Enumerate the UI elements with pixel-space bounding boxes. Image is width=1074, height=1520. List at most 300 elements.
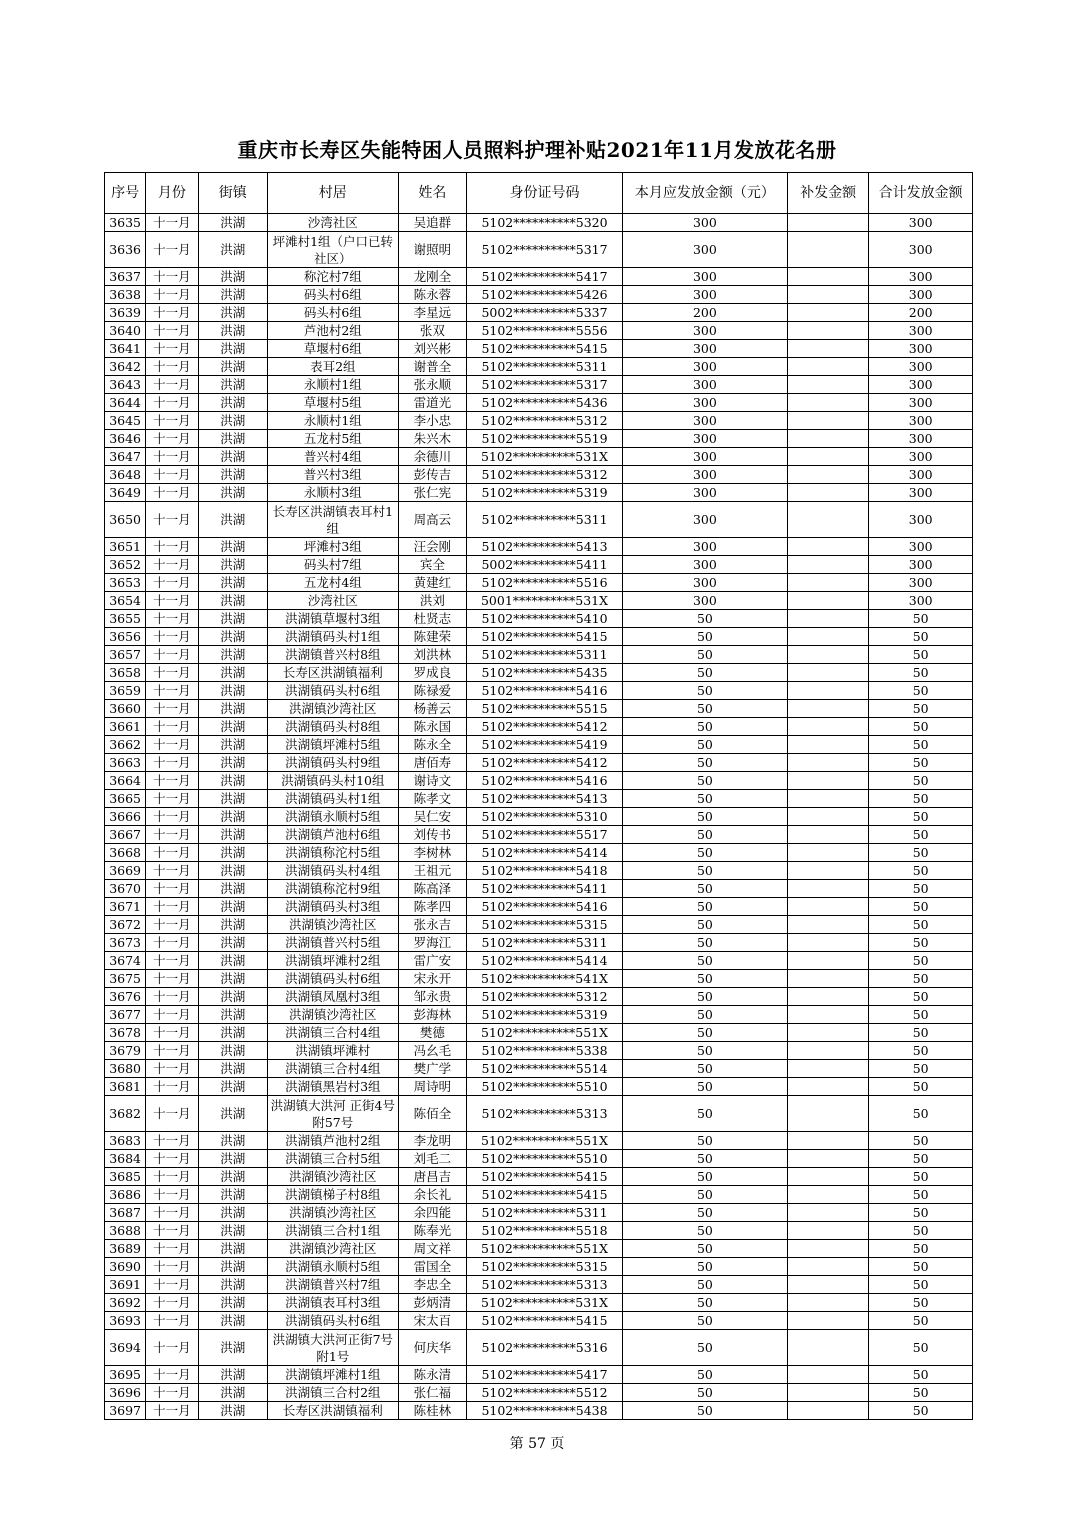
- table-row: [105, 934, 973, 952]
- cell-amount-due: 50: [622, 826, 787, 844]
- cell-total: 50: [869, 1042, 973, 1060]
- cell-month: 十一月: [146, 1168, 198, 1186]
- cell-name: 张永吉: [398, 916, 466, 934]
- cell-total: 300: [869, 340, 973, 358]
- cell-village: 洪湖镇普兴村5组: [267, 934, 398, 952]
- cell-total: 50: [869, 754, 973, 772]
- cell-id-number: 5102**********5518: [467, 1222, 623, 1240]
- cell-village: 草堰村6组: [267, 340, 398, 358]
- cell-index: 3636: [105, 232, 146, 268]
- cell-amount-due: 300: [622, 232, 787, 268]
- cell-village: 洪湖镇沙湾社区: [267, 1006, 398, 1024]
- cell-id-number: 5102**********5310: [467, 808, 623, 826]
- cell-total: 50: [869, 844, 973, 862]
- cell-id-number: 5102**********5311: [467, 502, 623, 538]
- table-row: [105, 268, 973, 286]
- cell-supplement: [787, 1222, 868, 1240]
- cell-month: 十一月: [146, 1204, 198, 1222]
- col-header-month: 月份: [146, 173, 198, 214]
- cell-index: 3662: [105, 736, 146, 754]
- cell-name: 陈永蓉: [398, 286, 466, 304]
- cell-supplement: [787, 1258, 868, 1276]
- cell-amount-due: 50: [622, 1240, 787, 1258]
- cell-index: 3684: [105, 1150, 146, 1168]
- cell-month: 十一月: [146, 844, 198, 862]
- cell-village: 洪湖镇坪滩村: [267, 1042, 398, 1060]
- cell-id-number: 5102**********5516: [467, 574, 623, 592]
- cell-month: 十一月: [146, 1024, 198, 1042]
- cell-month: 十一月: [146, 1096, 198, 1132]
- cell-amount-due: 300: [622, 556, 787, 574]
- cell-name: 张仁福: [398, 1384, 466, 1402]
- cell-amount-due: 50: [622, 1204, 787, 1222]
- cell-village: 洪湖镇三合村4组: [267, 1024, 398, 1042]
- cell-index: 3671: [105, 898, 146, 916]
- cell-total: 50: [869, 646, 973, 664]
- cell-id-number: 5102**********5510: [467, 1150, 623, 1168]
- table-row: [105, 430, 973, 448]
- cell-town: 洪湖: [198, 286, 267, 304]
- cell-supplement: [787, 664, 868, 682]
- cell-index: 3640: [105, 322, 146, 340]
- cell-town: 洪湖: [198, 646, 267, 664]
- cell-index: 3697: [105, 1402, 146, 1420]
- cell-id-number: 5102**********5415: [467, 1312, 623, 1330]
- table-row: [105, 1096, 973, 1132]
- cell-month: 十一月: [146, 1078, 198, 1096]
- cell-id-number: 5102**********5416: [467, 772, 623, 790]
- cell-supplement: [787, 790, 868, 808]
- cell-index: 3691: [105, 1276, 146, 1294]
- cell-town: 洪湖: [198, 304, 267, 322]
- cell-village: 洪湖镇永顺村5组: [267, 1258, 398, 1276]
- cell-index: 3646: [105, 430, 146, 448]
- cell-index: 3664: [105, 772, 146, 790]
- cell-total: 50: [869, 610, 973, 628]
- cell-town: 洪湖: [198, 790, 267, 808]
- cell-total: 50: [869, 1132, 973, 1150]
- cell-amount-due: 300: [622, 592, 787, 610]
- cell-town: 洪湖: [198, 772, 267, 790]
- cell-village: 洪湖镇码头村6组: [267, 1312, 398, 1330]
- table-row: [105, 682, 973, 700]
- cell-index: 3695: [105, 1366, 146, 1384]
- cell-month: 十一月: [146, 1222, 198, 1240]
- cell-amount-due: 50: [622, 718, 787, 736]
- cell-supplement: [787, 1060, 868, 1078]
- cell-month: 十一月: [146, 1294, 198, 1312]
- cell-name: 唐昌吉: [398, 1168, 466, 1186]
- cell-name: 张仁宪: [398, 484, 466, 502]
- cell-town: 洪湖: [198, 412, 267, 430]
- cell-total: 300: [869, 538, 973, 556]
- roster-body: [105, 214, 973, 1420]
- cell-name: 杜贤志: [398, 610, 466, 628]
- cell-amount-due: 50: [622, 1276, 787, 1294]
- cell-supplement: [787, 1078, 868, 1096]
- col-header-village: 村居: [267, 173, 398, 214]
- cell-amount-due: 300: [622, 268, 787, 286]
- cell-index: 3648: [105, 466, 146, 484]
- cell-amount-due: 50: [622, 970, 787, 988]
- cell-supplement: [787, 502, 868, 538]
- cell-month: 十一月: [146, 628, 198, 646]
- cell-village: 洪湖镇码头村4组: [267, 862, 398, 880]
- cell-id-number: 5102**********5317: [467, 376, 623, 394]
- cell-name: 雷国全: [398, 1258, 466, 1276]
- cell-village: 沙湾社区: [267, 592, 398, 610]
- cell-village: 芦池村2组: [267, 322, 398, 340]
- cell-supplement: [787, 484, 868, 502]
- cell-index: 3690: [105, 1258, 146, 1276]
- cell-id-number: 5102**********5414: [467, 844, 623, 862]
- cell-name: 李星远: [398, 304, 466, 322]
- cell-month: 十一月: [146, 934, 198, 952]
- header-row: [105, 173, 973, 214]
- cell-index: 3677: [105, 1006, 146, 1024]
- cell-town: 洪湖: [198, 916, 267, 934]
- table-row: [105, 1402, 973, 1420]
- cell-village: 洪湖镇沙湾社区: [267, 1240, 398, 1258]
- cell-name: 周高云: [398, 502, 466, 538]
- cell-month: 十一月: [146, 556, 198, 574]
- cell-name: 唐佰寿: [398, 754, 466, 772]
- cell-town: 洪湖: [198, 1240, 267, 1258]
- cell-index: 3635: [105, 214, 146, 232]
- cell-name: 刘传书: [398, 826, 466, 844]
- cell-town: 洪湖: [198, 430, 267, 448]
- cell-month: 十一月: [146, 502, 198, 538]
- cell-supplement: [787, 826, 868, 844]
- cell-total: 50: [869, 718, 973, 736]
- cell-total: 50: [869, 1258, 973, 1276]
- table-row: [105, 1258, 973, 1276]
- cell-supplement: [787, 466, 868, 484]
- cell-id-number: 5102**********5517: [467, 826, 623, 844]
- cell-town: 洪湖: [198, 232, 267, 268]
- cell-village: 洪湖镇坪滩村5组: [267, 736, 398, 754]
- cell-month: 十一月: [146, 1402, 198, 1420]
- cell-index: 3654: [105, 592, 146, 610]
- cell-total: 50: [869, 1384, 973, 1402]
- cell-supplement: [787, 736, 868, 754]
- cell-index: 3638: [105, 286, 146, 304]
- cell-town: 洪湖: [198, 880, 267, 898]
- cell-id-number: 5102**********5419: [467, 736, 623, 754]
- cell-id-number: 5102**********5412: [467, 754, 623, 772]
- cell-village: 五龙村4组: [267, 574, 398, 592]
- cell-amount-due: 300: [622, 358, 787, 376]
- table-row: [105, 1132, 973, 1150]
- cell-total: 300: [869, 574, 973, 592]
- table-row: [105, 1222, 973, 1240]
- cell-amount-due: 300: [622, 376, 787, 394]
- cell-total: 50: [869, 898, 973, 916]
- cell-supplement: [787, 646, 868, 664]
- cell-id-number: 5102**********5413: [467, 538, 623, 556]
- cell-index: 3650: [105, 502, 146, 538]
- cell-name: 陈永国: [398, 718, 466, 736]
- table-row: [105, 970, 973, 988]
- cell-town: 洪湖: [198, 448, 267, 466]
- cell-name: 周诗明: [398, 1078, 466, 1096]
- cell-name: 宋太百: [398, 1312, 466, 1330]
- cell-village: 洪湖镇三合村2组: [267, 1384, 398, 1402]
- cell-name: 刘毛二: [398, 1150, 466, 1168]
- cell-index: 3693: [105, 1312, 146, 1330]
- cell-id-number: 5102**********5315: [467, 916, 623, 934]
- cell-supplement: [787, 934, 868, 952]
- cell-total: 50: [869, 1060, 973, 1078]
- cell-total: 50: [869, 1276, 973, 1294]
- cell-village: 洪湖镇码头村8组: [267, 718, 398, 736]
- cell-supplement: [787, 1132, 868, 1150]
- cell-supplement: [787, 232, 868, 268]
- cell-name: 朱兴木: [398, 430, 466, 448]
- cell-index: 3661: [105, 718, 146, 736]
- cell-id-number: 5102**********5436: [467, 394, 623, 412]
- cell-index: 3682: [105, 1096, 146, 1132]
- cell-total: 300: [869, 466, 973, 484]
- cell-town: 洪湖: [198, 340, 267, 358]
- cell-town: 洪湖: [198, 502, 267, 538]
- cell-town: 洪湖: [198, 574, 267, 592]
- table-row: [105, 718, 973, 736]
- cell-supplement: [787, 592, 868, 610]
- cell-supplement: [787, 772, 868, 790]
- cell-index: 3676: [105, 988, 146, 1006]
- cell-id-number: 5102**********5417: [467, 1366, 623, 1384]
- table-row: [105, 790, 973, 808]
- cell-name: 宋永开: [398, 970, 466, 988]
- cell-supplement: [787, 358, 868, 376]
- cell-town: 洪湖: [198, 628, 267, 646]
- cell-month: 十一月: [146, 700, 198, 718]
- table-row: [105, 376, 973, 394]
- table-row: [105, 772, 973, 790]
- cell-name: 樊广学: [398, 1060, 466, 1078]
- cell-village: 沙湾社区: [267, 214, 398, 232]
- cell-index: 3675: [105, 970, 146, 988]
- cell-total: 300: [869, 592, 973, 610]
- cell-id-number: 5102**********5338: [467, 1042, 623, 1060]
- cell-town: 洪湖: [198, 1060, 267, 1078]
- col-header-town: 街镇: [198, 173, 267, 214]
- cell-supplement: [787, 898, 868, 916]
- table-row: [105, 1204, 973, 1222]
- cell-id-number: 5102**********5412: [467, 718, 623, 736]
- cell-supplement: [787, 376, 868, 394]
- cell-town: 洪湖: [198, 466, 267, 484]
- cell-supplement: [787, 682, 868, 700]
- cell-town: 洪湖: [198, 592, 267, 610]
- cell-amount-due: 50: [622, 898, 787, 916]
- cell-id-number: 5102**********5519: [467, 430, 623, 448]
- cell-supplement: [787, 1402, 868, 1420]
- cell-amount-due: 300: [622, 214, 787, 232]
- cell-total: 50: [869, 700, 973, 718]
- cell-name: 刘洪林: [398, 646, 466, 664]
- table-row: [105, 988, 973, 1006]
- table-row: [105, 1276, 973, 1294]
- cell-village: 洪湖镇坪滩村2组: [267, 952, 398, 970]
- cell-month: 十一月: [146, 718, 198, 736]
- cell-town: 洪湖: [198, 1294, 267, 1312]
- cell-village: 表耳2组: [267, 358, 398, 376]
- cell-town: 洪湖: [198, 214, 267, 232]
- cell-month: 十一月: [146, 1384, 198, 1402]
- cell-village: 洪湖镇芦池村6组: [267, 826, 398, 844]
- cell-id-number: 5102**********5311: [467, 934, 623, 952]
- table-row: [105, 952, 973, 970]
- cell-name: 罗成良: [398, 664, 466, 682]
- cell-supplement: [787, 1096, 868, 1132]
- cell-supplement: [787, 268, 868, 286]
- cell-name: 陈永清: [398, 1366, 466, 1384]
- cell-town: 洪湖: [198, 718, 267, 736]
- cell-name: 余四能: [398, 1204, 466, 1222]
- cell-total: 50: [869, 1204, 973, 1222]
- cell-total: 300: [869, 232, 973, 268]
- cell-total: 50: [869, 1078, 973, 1096]
- cell-id-number: 5102**********5510: [467, 1078, 623, 1096]
- cell-amount-due: 300: [622, 538, 787, 556]
- cell-supplement: [787, 916, 868, 934]
- cell-month: 十一月: [146, 1132, 198, 1150]
- table-row: [105, 1168, 973, 1186]
- cell-index: 3660: [105, 700, 146, 718]
- cell-index: 3651: [105, 538, 146, 556]
- cell-total: 300: [869, 376, 973, 394]
- cell-month: 十一月: [146, 574, 198, 592]
- cell-total: 50: [869, 970, 973, 988]
- cell-index: 3666: [105, 808, 146, 826]
- table-row: [105, 556, 973, 574]
- cell-name: 罗海江: [398, 934, 466, 952]
- cell-total: 50: [869, 880, 973, 898]
- table-row: [105, 664, 973, 682]
- cell-total: 50: [869, 808, 973, 826]
- cell-month: 十一月: [146, 1060, 198, 1078]
- cell-month: 十一月: [146, 736, 198, 754]
- cell-index: 3665: [105, 790, 146, 808]
- cell-town: 洪湖: [198, 1366, 267, 1384]
- cell-id-number: 5002**********5411: [467, 556, 623, 574]
- cell-total: 50: [869, 1240, 973, 1258]
- cell-id-number: 5102**********5312: [467, 412, 623, 430]
- cell-village: 洪湖镇码头村1组: [267, 790, 398, 808]
- cell-month: 十一月: [146, 826, 198, 844]
- cell-month: 十一月: [146, 232, 198, 268]
- cell-amount-due: 50: [622, 916, 787, 934]
- cell-name: 李忠全: [398, 1276, 466, 1294]
- cell-month: 十一月: [146, 286, 198, 304]
- table-row: [105, 394, 973, 412]
- cell-amount-due: 50: [622, 880, 787, 898]
- cell-town: 洪湖: [198, 898, 267, 916]
- cell-id-number: 5102**********5313: [467, 1276, 623, 1294]
- cell-amount-due: 300: [622, 484, 787, 502]
- table-row: [105, 574, 973, 592]
- cell-supplement: [787, 394, 868, 412]
- cell-total: 50: [869, 682, 973, 700]
- cell-supplement: [787, 1330, 868, 1366]
- cell-total: 50: [869, 1402, 973, 1420]
- cell-supplement: [787, 610, 868, 628]
- cell-village: 洪湖镇码头村9组: [267, 754, 398, 772]
- cell-village: 洪湖镇码头村6组: [267, 682, 398, 700]
- cell-month: 十一月: [146, 1258, 198, 1276]
- col-header-index: 序号: [105, 173, 146, 214]
- cell-amount-due: 300: [622, 394, 787, 412]
- cell-total: 300: [869, 214, 973, 232]
- cell-index: 3674: [105, 952, 146, 970]
- cell-month: 十一月: [146, 682, 198, 700]
- cell-amount-due: 50: [622, 1168, 787, 1186]
- cell-month: 十一月: [146, 916, 198, 934]
- cell-id-number: 5102**********5415: [467, 1168, 623, 1186]
- cell-month: 十一月: [146, 1240, 198, 1258]
- cell-name: 邹永贵: [398, 988, 466, 1006]
- table-row: [105, 1024, 973, 1042]
- cell-index: 3680: [105, 1060, 146, 1078]
- cell-village: 普兴村3组: [267, 466, 398, 484]
- table-row: [105, 592, 973, 610]
- table-row: [105, 358, 973, 376]
- document-title: 重庆市长寿区失能特困人员照料护理补贴2021年11月发放花名册: [237, 138, 837, 162]
- cell-village: 洪湖镇坪滩村1组: [267, 1366, 398, 1384]
- cell-town: 洪湖: [198, 1150, 267, 1168]
- cell-name: 樊德: [398, 1024, 466, 1042]
- table-row: [105, 1366, 973, 1384]
- cell-index: 3694: [105, 1330, 146, 1366]
- cell-village: 普兴村4组: [267, 448, 398, 466]
- cell-index: 3644: [105, 394, 146, 412]
- cell-id-number: 5102**********5416: [467, 682, 623, 700]
- cell-village: 洪湖镇三合村4组: [267, 1060, 398, 1078]
- cell-total: 50: [869, 826, 973, 844]
- cell-index: 3685: [105, 1168, 146, 1186]
- cell-amount-due: 50: [622, 934, 787, 952]
- cell-supplement: [787, 700, 868, 718]
- cell-index: 3649: [105, 484, 146, 502]
- cell-total: 300: [869, 394, 973, 412]
- cell-amount-due: 300: [622, 322, 787, 340]
- cell-name: 刘兴彬: [398, 340, 466, 358]
- cell-amount-due: 50: [622, 628, 787, 646]
- cell-index: 3653: [105, 574, 146, 592]
- cell-village: 洪湖镇沙湾社区: [267, 916, 398, 934]
- cell-town: 洪湖: [198, 1312, 267, 1330]
- cell-total: 50: [869, 1312, 973, 1330]
- table-row: [105, 1312, 973, 1330]
- table-row: [105, 232, 973, 268]
- cell-id-number: 5102**********551X: [467, 1132, 623, 1150]
- cell-amount-due: 50: [622, 808, 787, 826]
- cell-town: 洪湖: [198, 358, 267, 376]
- cell-amount-due: 50: [622, 1294, 787, 1312]
- cell-town: 洪湖: [198, 1186, 267, 1204]
- cell-supplement: [787, 556, 868, 574]
- cell-amount-due: 50: [622, 610, 787, 628]
- table-row: [105, 1006, 973, 1024]
- cell-name: 龙刚全: [398, 268, 466, 286]
- cell-id-number: 5102**********5556: [467, 322, 623, 340]
- cell-amount-due: 50: [622, 988, 787, 1006]
- cell-supplement: [787, 1186, 868, 1204]
- cell-total: 300: [869, 412, 973, 430]
- cell-town: 洪湖: [198, 1168, 267, 1186]
